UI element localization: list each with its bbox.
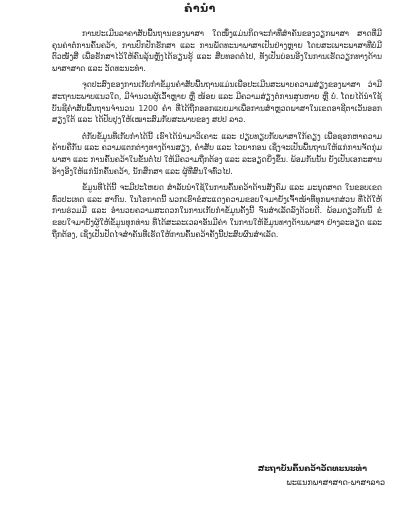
signature-block <box>0 462 385 490</box>
document-title: ຄໍານໍາ <box>184 2 216 15</box>
signature-organization: ພະແນກພາສາສາດ-ພາສາລາວ <box>286 478 385 487</box>
signature-name: ສະຖາບັນຄົ້ນຄວ້າວັດທະນະທໍາ <box>257 464 367 473</box>
document-body <box>52 28 382 245</box>
paragraph-1: ການປະເມີນລາຄາສັບພື້ນຖານຂອງພາສາ ໃດໜຶ່ງແມ່ນກິດຈະກໍາທີ່ສໍາຄັນຂອງວຽກພາສາ ສາດທີ່ມີຄຸນຄ່າຕໍ່ການຄົ້ນຄວ້າ, ການປົກປັກຮັກສາ ແລະ ການພັດທະນາພາສາເປັນຢ່າງຫຼາຍ ໂດຍສະເພາະພາສາທີ່ບໍ່ມີຕົວໜັງສື ເພື່ອຮັກສາໄວ້ໃຫ້ຄົນລຸ້ນຫຼັງໄດ້ຮຽນຮູ້ ແລະ ສືບທອດຕໍ່ໄປ, ທັງເປັນບ່ອນອີງໃນການເຮັດວຽກທາງດ້ານພາສາສາດ ແລະ ວັດທະນະທໍາ. <box>52 29 382 73</box>
paragraph-3: ຕໍ່ກັບຂໍ້ມູນທີ່ເກັບກໍາໄດ້ນີ້ ເຮົາໄດ້ນໍາມາວິເຄາະ ແລະ ປຽບທຽບກັບພາສາໃກ້ຄຽງ ເພື່ອຊອກຫາຄວາມຄ້າຍຄືກັນ ແລະ ຄວາມແຕກຕ່າງທາງດ້ານສຽງ, ຄໍາສັບ ແລະ ໄວຍາກອນ ເຊິ່ງຈະເປັນພື້ນຖານໃຫ້ແກ່ການຈັດກຸ່ມພາສາ ແລະ ການຄົ້ນຄວ້າໃນຂັ້ນຕໍ່ໄປ ໃຫ້ມີຄວາມຖືກຕ້ອງ ແລະ ລະອຽດຍິ່ງຂຶ້ນ. ພ້ອມກັນນັ້ນ ຍັງເປັນເອກະສານອ້າງອີງໃຫ້ແກ່ນັກຄົ້ນຄວ້າ, ນັກສຶກສາ ແລະ ຜູ້ທີ່ສົນໃຈທົ່ວໄປ. <box>52 131 382 176</box>
paragraph-4: ຂໍ້ມູນທີ່ໄດ້ນີ້ ຈະມີປະໂຫຍດ ສໍາລັບນໍາໃຊ້ໃນການຄົ້ນຄວ້າດ້ານສັງຄົມ ແລະ ມະນຸດສາດ ໃນຂອບເຂດທົ່ວປະເທດ ແລະ ສາກົນ. ໃນໂອກາດນີ້ ພວກເຮົາຂໍສະແດງຄວາມຂອບໃຈມາຍັງເຈົ້າໜ້າທີ່ທຸກພາກສ່ວນ ທີ່ໄດ້ໃຫ້ການຮ່ວມມື ແລະ ອໍານວຍຄວາມສະດວກໃນການເກັບກໍາຂໍ້ມູນຄັ້ງນີ້ ຈົນສໍາເລັດລົງດ້ວຍດີ. ພ້ອມດຽວກັນນີ້ ຂໍຂອບໃຈມາຍັງຜູ້ໃຫ້ຂໍ້ມູນທຸກທ່ານ ທີ່ໄດ້ສະລະເວລາອັນມີຄ່າ ໃນການໃຫ້ຂໍ້ມູນທາງດ້ານພາສາ ຢ່າງລະອຽດ ແລະ ຖືກຕ້ອງ, ເຊິ່ງເປັນປັດໄຈສໍາຄັນທີ່ເຮັດໃຫ້ການຄົ້ນຄວ້າຄັ້ງນີ້ປະສົບຜົນສໍາເລັດ. <box>52 183 382 239</box>
paragraph-2: ຈຸດປະສົງຂອງການເກັບກໍາຂໍ້ມູນຄໍາສັບພື້ນຖານແມ່ນເພື່ອປະເມີນສະພາບຄວາມສ່ຽງຂອງພາສາ ວ່າມີສະຖານະພາບແນວໃດ, ມີຈໍານວນຜູ້ເວົ້າຫຼາຍ ຫຼື ໜ້ອຍ ແລະ ມີຄວາມສ່ຽງຕໍ່ການສູນຫາຍ ຫຼື ບໍ່. ໂດຍໄດ້ນໍາໃຊ້ບັນຊີຄໍາສັບພື້ນຖານຈໍານວນ 1200 ຄໍາ ທີ່ໄດ້ຖືກອອກແບບມາເພື່ອການສໍາຫຼວດພາສາໃນເຂດອາຊີຕາເວັນອອກສຽງໃຕ້ ແລະ ໄດ້ປັບປຸງໃຫ້ເໝາະສົມກັບສະພາບຂອງ ສປປ ລາວ. <box>52 80 382 125</box>
